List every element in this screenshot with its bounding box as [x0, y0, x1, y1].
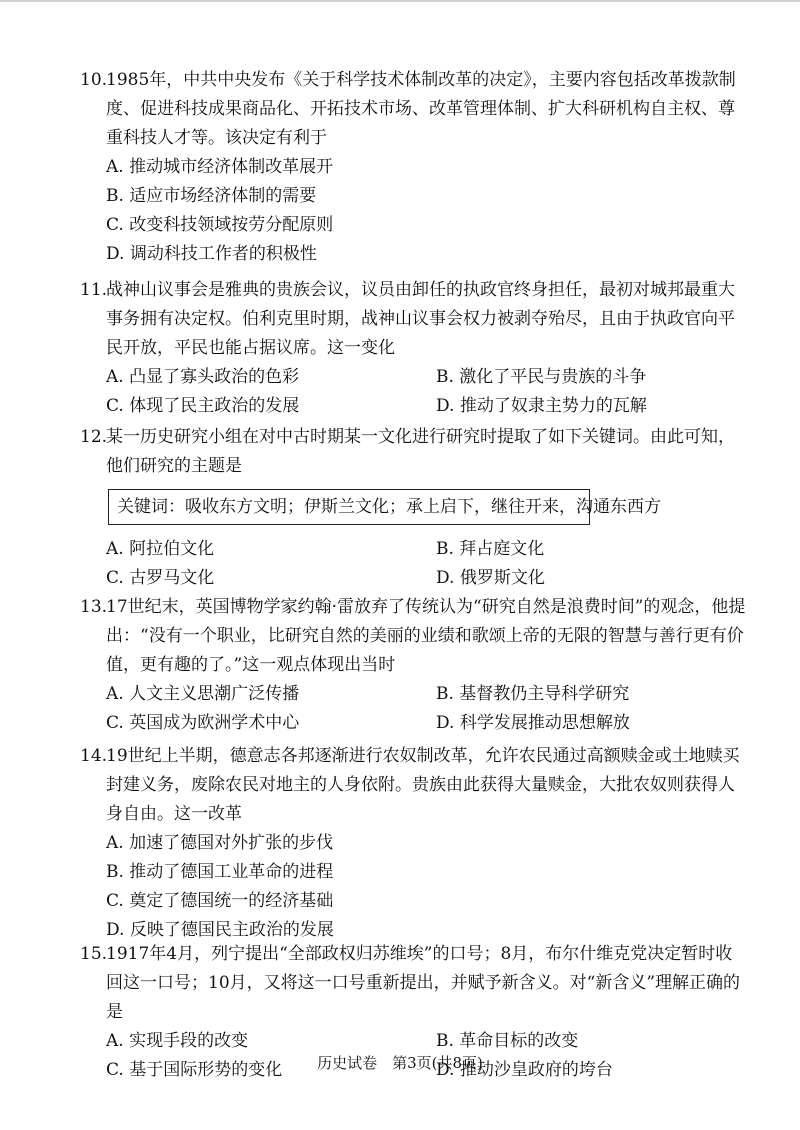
question-text: 战神山议事会是雅典的贵族会议，议员由卸任的执政官终身担任，最初对城邦最重大事务拥有决定权。伯利克里时期，战神山议事会权力被剥夺殆尽，且由于执政官向平民开放，平民也能占据议席。这一变化	[106, 280, 735, 358]
question-text: 1985年，中共中央发布《关于科学技术体制改革的决定》，主要内容包括改革拨款制度、促进科技成果商品化、开拓技术市场、改革管理体制、扩大科研机构自主权、尊重科技人才等。该决定有利于	[106, 70, 736, 148]
question-text: 17世纪末，英国博物学家约翰·雷放弃了传统认为“研究自然是浪费时间”的观念，他提出：“没有一个职业，比研究自然的美丽的业绩和歌颂上帝的无限的智慧与善行更有价值，更有趣的了。”这一观点体现出当时	[106, 597, 746, 675]
option-c: C. 改变科技领域按劳分配原则	[106, 215, 334, 235]
option-a: A. 推动城市经济体制改革展开	[106, 157, 334, 177]
option-a: A. 加速了德国对外扩张的步伐	[106, 833, 334, 853]
keywords-box: 关键词：吸收东方文明；伊斯兰文化；承上启下，继往开来，沟通东西方	[108, 489, 590, 525]
option-b: B. 革命目标的改变	[436, 1031, 579, 1051]
option-row	[106, 709, 746, 738]
option-b: B. 推动了德国工业革命的进程	[106, 862, 334, 882]
option-c: C. 基于国际形势的变化	[106, 1060, 283, 1080]
scan-edge	[0, 0, 800, 2]
question-number: 12.	[80, 427, 108, 447]
option-c: C. 古罗马文化	[106, 568, 215, 588]
question-stem	[80, 742, 746, 829]
question-stem	[80, 593, 746, 680]
question-number: 15.	[80, 944, 108, 964]
question-10	[80, 66, 746, 269]
option-row	[106, 680, 746, 709]
page-footer: 历史试卷 第3页(共8页)	[317, 1054, 483, 1072]
option-d: D. 科学发展推动思想解放	[436, 713, 630, 733]
option-row	[106, 535, 746, 564]
option-row	[106, 363, 746, 392]
question-text: 某一历史研究小组在对中古时期某一文化进行研究时提取了如下关键词。由此可知，他们研究的主题是	[106, 427, 735, 476]
option-d: D. 俄罗斯文化	[436, 568, 545, 588]
question-stem	[80, 66, 746, 153]
option-c: C. 体现了民主政治的发展	[106, 396, 300, 416]
option-d: D. 反映了德国民主政治的发展	[106, 920, 334, 940]
option-a: A. 实现手段的改变	[106, 1031, 249, 1051]
question-11	[80, 276, 746, 421]
question-number: 10.	[80, 70, 108, 90]
option-b: B. 激化了平民与贵族的斗争	[436, 367, 647, 387]
option-b: B. 适应市场经济体制的需要	[106, 186, 317, 206]
option-c: C. 英国成为欧洲学术中心	[106, 713, 300, 733]
option-d: D. 推动沙皇政府的垮台	[436, 1060, 613, 1080]
question-stem	[80, 423, 746, 481]
option-row	[106, 392, 746, 421]
option-c: C. 奠定了德国统一的经济基础	[106, 891, 334, 911]
option-b: B. 基督教仍主导科学研究	[436, 684, 630, 704]
question-12	[80, 423, 746, 593]
option-b: B. 拜占庭文化	[436, 539, 545, 559]
question-number: 13.	[80, 597, 108, 617]
option-a: A. 凸显了寡头政治的色彩	[106, 367, 300, 387]
question-stem	[80, 276, 746, 363]
question-number: 14.	[80, 746, 108, 766]
option-d: D. 调动科技工作者的积极性	[106, 244, 317, 264]
question-14	[80, 742, 746, 945]
option-a: A. 人文主义思潮广泛传播	[106, 684, 300, 704]
question-13	[80, 593, 746, 738]
question-text: 19世纪上半期，德意志各邦逐渐进行农奴制改革，允许农民通过高额赎金或土地赎买封建义务，废除农民对地主的人身依附。贵族由此获得大量赎金，大批农奴则获得人身自由。这一改革	[106, 746, 740, 824]
question-stem	[80, 940, 746, 1027]
option-a: A. 阿拉伯文化	[106, 539, 215, 559]
option-d: D. 推动了奴隶主势力的瓦解	[436, 396, 647, 416]
question-number: 11.	[80, 280, 108, 300]
option-row	[106, 564, 746, 593]
question-text: 1917年4月，列宁提出“全部政权归苏维埃”的口号；8月，布尔什维克党决定暂时收回这一口号；10月，又将这一口号重新提出，并赋予新含义。对“新含义”理解正确的是	[106, 944, 741, 1022]
